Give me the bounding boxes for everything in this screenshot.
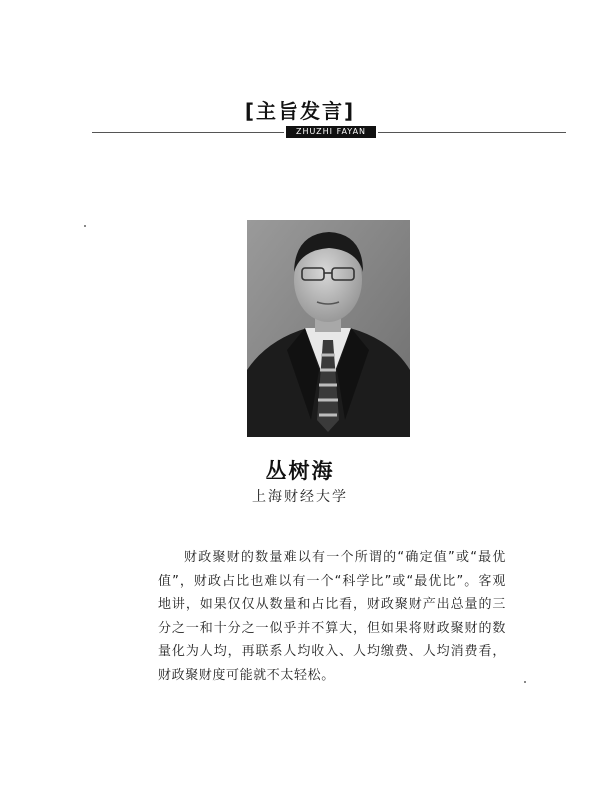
portrait-image xyxy=(247,220,410,437)
speaker-affiliation: 上海财经大学 xyxy=(252,489,348,505)
section-pinyin-tag: ZHUZHI FAYAN xyxy=(286,126,376,138)
scan-speck xyxy=(524,681,526,683)
speech-paragraph: 财政聚财的数量难以有一个所谓的“确定值”或“最优值”，财政占比也难以有一个“科学比”或“最优比”。客观地讲，如果仅仅从数量和占比看，财政聚财产出总量的三分之一和十分之一似乎并不算大，但如果将财政聚财的数量化为人均，再联系人均收入、人均缴费、人均消费看，财政聚财度可能就不太轻松。 xyxy=(158,550,506,683)
section-title: [主旨发言] xyxy=(244,99,356,123)
header-rule-left xyxy=(92,132,284,133)
speaker-name: 丛树海 xyxy=(265,458,335,483)
header-rule-right xyxy=(378,132,566,133)
speaker-portrait xyxy=(247,220,410,437)
section-header xyxy=(0,98,600,142)
scan-speck xyxy=(84,225,86,227)
